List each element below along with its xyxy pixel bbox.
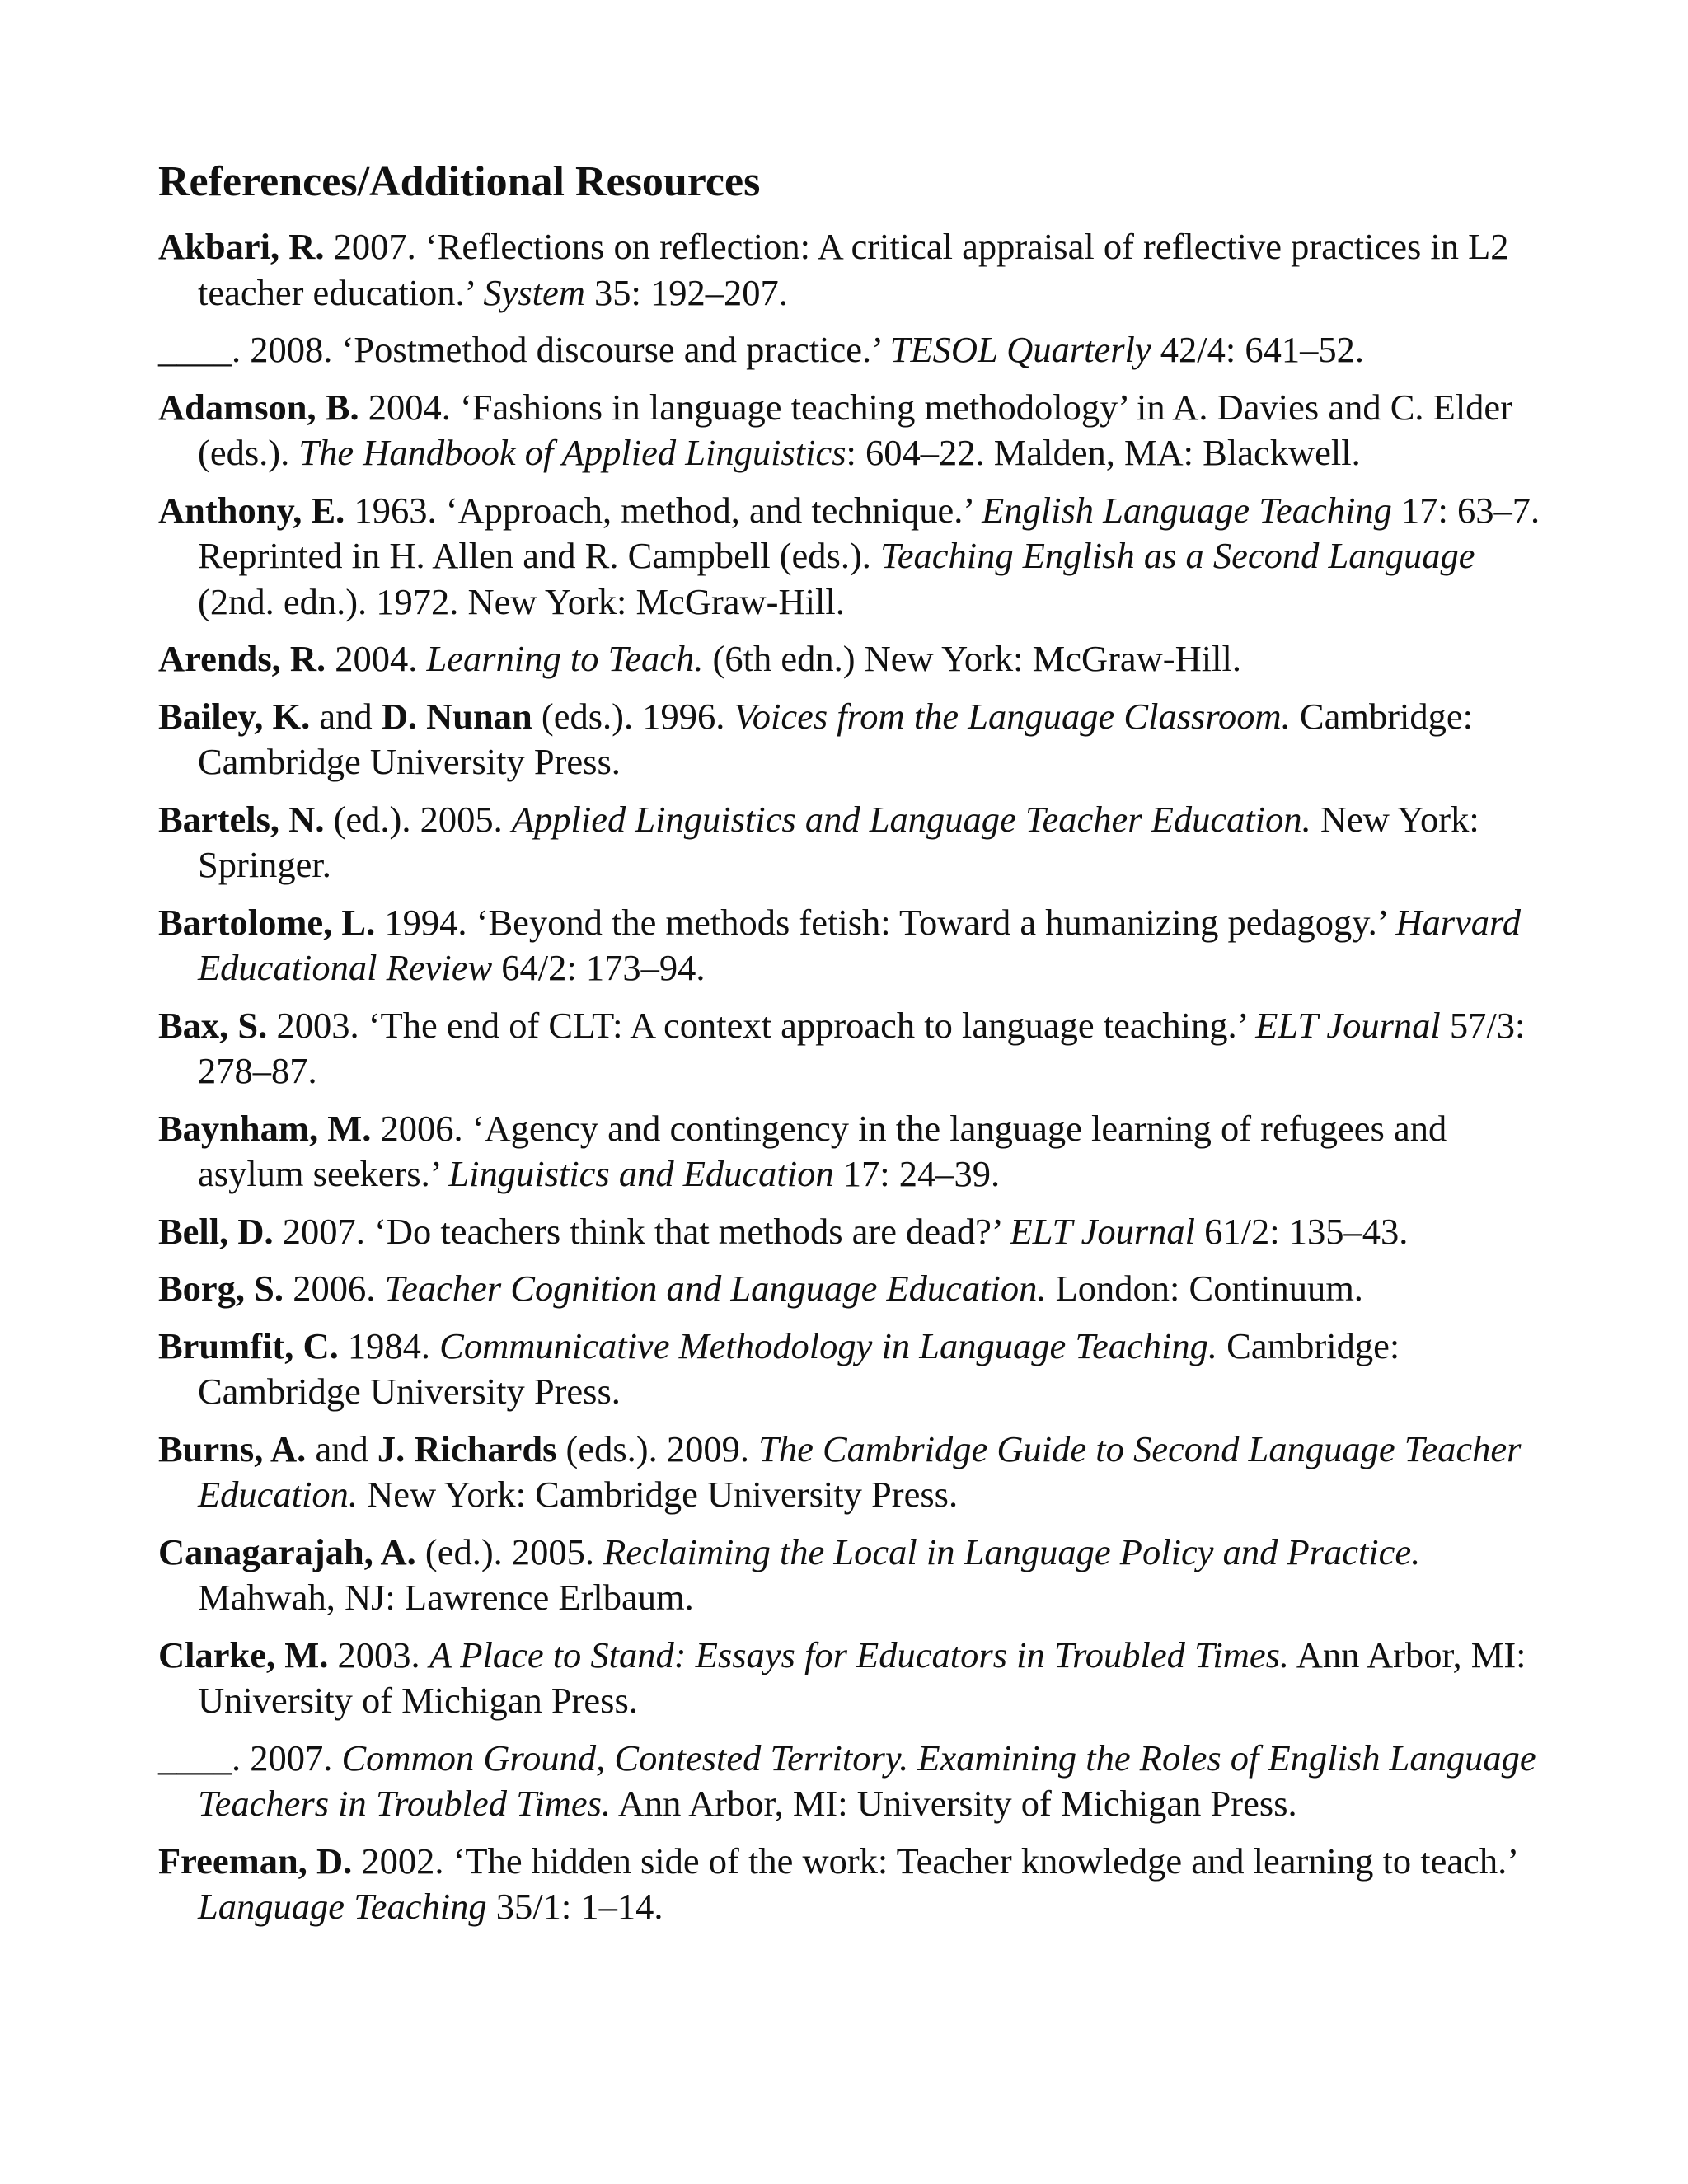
reference-entry [158,1266,1543,1312]
work-title: TESOL Quarterly [889,329,1151,370]
work-title: Learning to Teach. [426,638,704,679]
citation-text: 2007. ‘Reflections on reflection: A critical appraisal of reflective practices in L2 teacher education.’ [198,226,1509,313]
author-name: Anthony, E. [158,489,345,531]
citation-text: 2003. ‘The end of CLT: A context approach to language teaching.’ [267,1004,1256,1046]
conjunction: and [306,1427,377,1469]
citation-text: 57/3: 278–87. [198,1004,1526,1091]
citation-text: 2003. [328,1633,429,1675]
references-page [158,157,1543,1942]
author-name: Borg, S. [158,1268,284,1309]
reference-entry [158,636,1543,682]
section-heading: References/Additional Resources [158,158,761,205]
citation-text: ____. 2007. [158,1736,342,1779]
work-title: System [483,271,585,313]
author-name: Clarke, M. [158,1633,329,1675]
author-name: Burns, A. [158,1427,307,1469]
reference-entry [158,1003,1543,1094]
author-name: Bartels, N. [158,798,325,840]
reference-entry [158,1106,1543,1197]
citation-text: 42/4: 641–52. [1151,329,1364,370]
author-name: Akbari, R. [158,226,325,267]
author-name: Arends, R. [158,638,326,679]
author-name: Brumfit, C. [158,1324,339,1366]
work-title: The Handbook of Applied Linguistics [298,432,846,473]
reference-entry [158,327,1543,373]
citation-text: 1984. [338,1324,440,1366]
citation-text: 35/1: 1–14. [486,1886,663,1927]
citation-text: Ann Arbor, MI: University of Michigan Press. [198,1633,1526,1721]
author-name: Freeman, D. [158,1840,353,1882]
citation-text: (2nd. edn.). 1972. New York: McGraw-Hill. [198,580,845,622]
citation-text: : 604–22. Malden, MA: Blackwell. [846,432,1361,473]
citation-text: 17: 24–39. [833,1153,1001,1194]
citation-text: 2004. [326,638,427,679]
work-title: Linguistics and Education [448,1153,834,1194]
citation-text: Ann Arbor, MI: University of Michigan Press. [611,1783,1297,1824]
work-title: English Language Teaching [982,489,1392,531]
citation-text: 35: 192–207. [584,271,788,313]
citation-text: 64/2: 173–94. [492,947,706,988]
citation-text: Cambridge: Cambridge University Press. [198,1324,1400,1412]
reference-entry [158,224,1543,316]
work-title: ELT Journal [1255,1004,1441,1046]
citation-text: London: Continuum. [1046,1268,1363,1309]
author-name: Bartolome, L. [158,901,376,943]
citation-text: (ed.). 2005. [324,798,512,840]
coauthor-name: D. Nunan [381,695,532,737]
work-title: A Place to Stand: Essays for Educators in Troubled Times. [429,1633,1290,1675]
citation-text: 2007. ‘Do teachers think that methods are dead?’ [273,1210,1010,1252]
work-title: Voices from the Language Classroom. [734,695,1291,737]
citation-text: (eds.). 2009. [556,1427,759,1469]
citation-text: 2002. ‘The hidden side of the work: Teacher knowledge and learning to teach.’ [352,1840,1517,1882]
citation-text: New York: Cambridge University Press. [358,1474,959,1515]
citation-text: 1994. ‘Beyond the methods fetish: Toward a humanizing pedagogy.’ [375,901,1396,943]
reference-entry [158,694,1543,785]
reference-entry [158,900,1543,991]
citation-text: (6th edn.) New York: McGraw-Hill. [703,638,1241,679]
reference-entry [158,1839,1543,1930]
reference-entry [158,1427,1543,1518]
author-name: Canagarajah, A. [158,1530,416,1572]
citation-text: 17: 63–7. Reprinted in H. Allen and R. Campbell (eds.). [198,489,1540,576]
citation-text: 61/2: 135–43. [1195,1210,1409,1252]
reference-entry [158,488,1543,626]
author-name: Bell, D. [158,1210,274,1252]
work-title: Teacher Cognition and Language Education. [384,1268,1047,1309]
citation-text: 2006. [284,1268,385,1309]
work-title: The Cambridge Guide to Second Language Teacher Education. [198,1427,1522,1515]
reference-entry [158,1324,1543,1415]
work-title: Communicative Methodology in Language Teaching. [439,1324,1218,1366]
citation-text: 1963. ‘Approach, method, and technique.’ [345,489,982,531]
work-title: Teaching English as a Second Language [880,535,1475,576]
work-title: Language Teaching [198,1886,487,1927]
author-name: Bailey, K. [158,695,311,737]
citation-text: ____. 2008. ‘Postmethod discourse and practice.’ [158,329,890,370]
work-title: Harvard Educational Review [198,901,1521,988]
reference-entry [158,1209,1543,1255]
citation-text: 2006. ‘Agency and contingency in the language learning of refugees and asylum seekers.’ [198,1107,1447,1194]
citation-text: (ed.). 2005. [415,1530,604,1572]
reference-entry [158,797,1543,888]
work-title: Applied Linguistics and Language Teacher Education. [511,798,1311,840]
author-name: Adamson, B. [158,386,359,428]
reference-entry [158,1736,1543,1827]
author-name: Bax, S. [158,1004,268,1046]
reference-entry [158,385,1543,476]
reference-entry [158,1530,1543,1621]
work-title: Common Ground, Contested Territory. Examining the Roles of English Language Teachers in Troubled Times. [198,1736,1536,1824]
citation-text: Cambridge: Cambridge University Press. [198,695,1474,782]
author-name: Baynham, M. [158,1107,372,1149]
citation-text: Mahwah, NJ: Lawrence Erlbaum. [198,1577,694,1618]
reference-entry [158,1633,1543,1724]
citation-text: New York: Springer. [198,798,1479,885]
citation-text: (eds.). 1996. [532,695,734,737]
work-title: ELT Journal [1010,1210,1196,1252]
citation-text: 2004. ‘Fashions in language teaching methodology’ in A. Davies and C. Elder (eds.). [198,386,1513,473]
conjunction: and [310,695,382,737]
work-title: Reclaiming the Local in Language Policy and Practice. [603,1530,1421,1572]
coauthor-name: J. Richards [377,1427,557,1469]
reference-list [158,224,1543,1930]
